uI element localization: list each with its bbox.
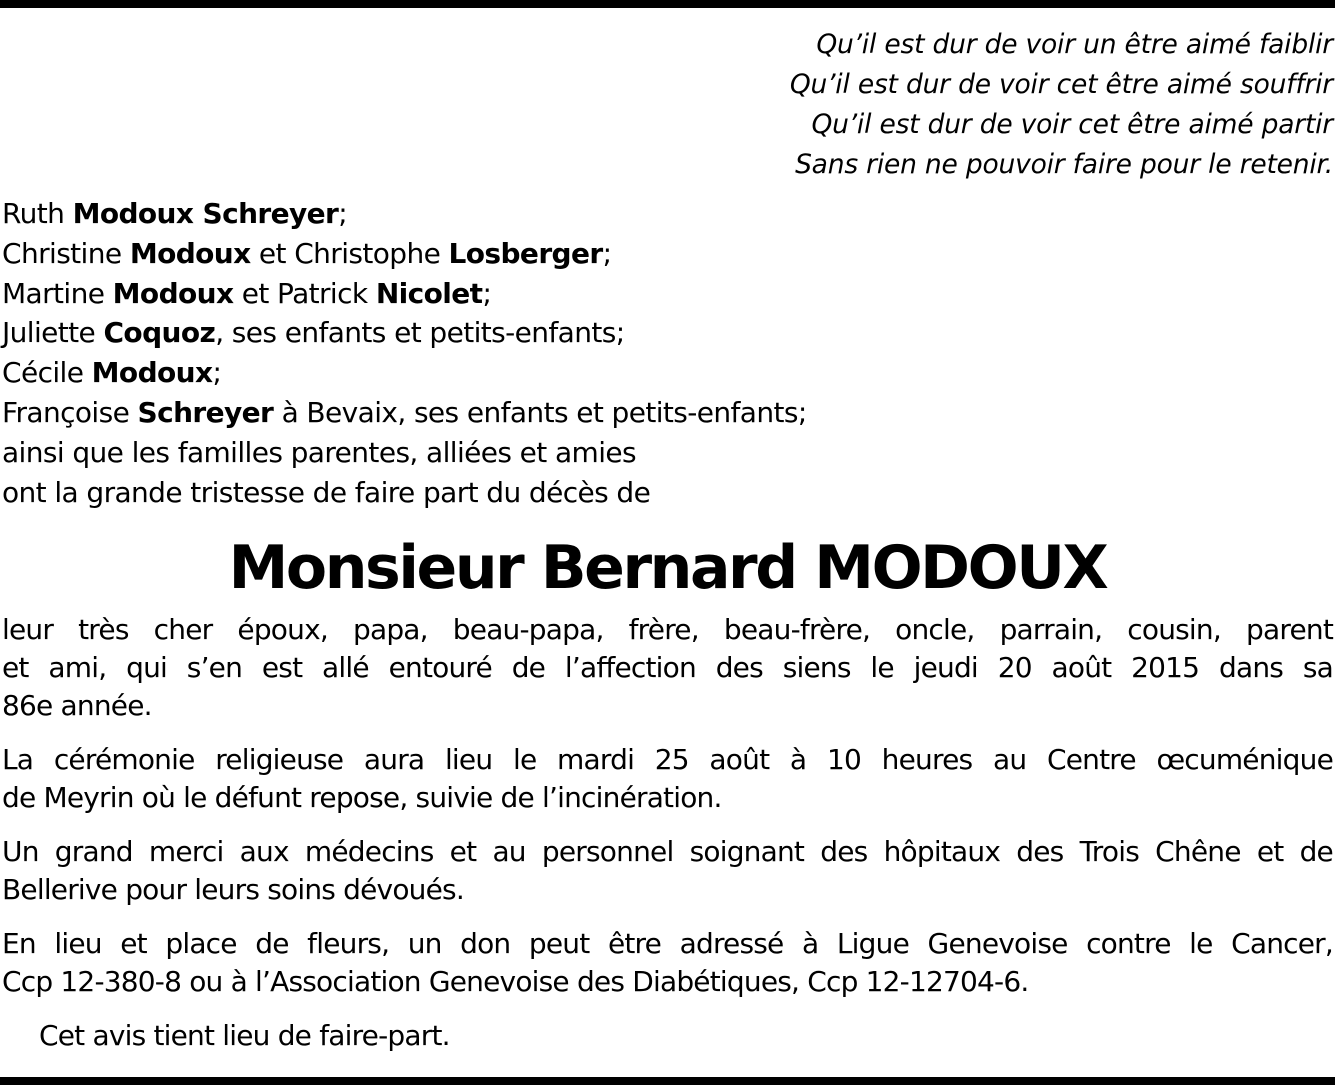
family-line (2, 234, 807, 274)
connector-text: et Christophe (250, 236, 449, 270)
paragraph-ceremony (2, 741, 1333, 817)
family-line: ont la grande tristesse de faire part du décès de (2, 475, 651, 509)
paragraph-donations (2, 925, 1333, 1001)
connector-text: , ses enfants et petits-enfants; (215, 316, 625, 350)
text-line: En lieu et place de fleurs, un don peut être adressé à Ligue Genevoise contre le Cancer, (2, 927, 1333, 960)
poem-line: Qu’il est dur de voir cet être aimé souffrir (789, 69, 1333, 100)
text-line: Ccp 12-380-8 ou à l’Association Genevoise des Diabétiques, Ccp 12-12704-6. (2, 965, 1029, 998)
deceased-name-heading: Monsieur Bernard MODOUX (228, 533, 1107, 603)
surname: Losberger (448, 236, 603, 270)
first-name: Cécile (2, 356, 92, 390)
family-line (2, 353, 807, 393)
announcement-body (2, 611, 1333, 1055)
family-list (2, 194, 807, 512)
first-name: Martine (2, 276, 113, 310)
text-line: Bellerive pour leurs soins dévoués. (2, 873, 464, 906)
paragraph-spacer (2, 817, 1333, 833)
family-line (2, 274, 807, 314)
text-line: 86e année. (2, 689, 152, 722)
punctuation: ; (338, 197, 348, 230)
punctuation: ; (482, 276, 492, 310)
text-line: La cérémonie religieuse aura lieu le mardi 25 août à 10 heures au Centre œcuménique (2, 743, 1333, 776)
poem-line: Qu’il est dur de voir un être aimé faiblir (816, 29, 1333, 60)
surname: Modoux Schreyer (72, 197, 339, 230)
first-name: Juliette (2, 316, 104, 350)
connector-text: et Patrick (233, 276, 376, 310)
closing-note: Cet avis tient lieu de faire-part. (39, 1019, 450, 1052)
surname: Schreyer (137, 395, 274, 429)
surname: Nicolet (375, 276, 483, 310)
family-line: ainsi que les familles parentes, alliées et amies (2, 435, 637, 469)
paragraph-tribute (2, 611, 1333, 725)
poem-block (613, 25, 1333, 185)
surname: Modoux (129, 236, 251, 270)
punctuation: ; (212, 356, 222, 390)
first-name: Françoise (2, 395, 138, 429)
paragraph-spacer (2, 1001, 1333, 1017)
bottom-border-rule (0, 1077, 1335, 1085)
poem-line: Qu’il est dur de voir cet être aimé partir (811, 109, 1333, 140)
text-line: Un grand merci aux médecins et au personnel soignant des hôpitaux des Trois Chêne et de (2, 835, 1333, 868)
text-line: et ami, qui s’en est allé entouré de l’affection des siens le jeudi 20 août 2015 dans sa (2, 651, 1333, 684)
surname: Modoux (91, 356, 213, 390)
text-line: leur très cher époux, papa, beau-papa, frère, beau-frère, oncle, parrain, cousin, parent (2, 613, 1333, 646)
top-border-rule (0, 0, 1335, 8)
first-name: Christine (2, 236, 130, 270)
paragraph-spacer (2, 725, 1333, 741)
first-name: Ruth (2, 197, 73, 230)
family-line (2, 194, 807, 234)
surname: Coquoz (103, 316, 216, 350)
family-line (2, 313, 807, 353)
surname: Modoux (112, 276, 234, 310)
poem-line: Sans rien ne pouvoir faire pour le retenir. (795, 149, 1333, 180)
connector-text: à Bevaix, ses enfants et petits-enfants; (273, 395, 807, 429)
paragraph-thanks (2, 833, 1333, 909)
paragraph-spacer (2, 909, 1333, 925)
punctuation: ; (602, 236, 612, 270)
text-line: de Meyrin où le défunt repose, suivie de l’incinération. (2, 781, 722, 814)
family-line (2, 393, 807, 433)
